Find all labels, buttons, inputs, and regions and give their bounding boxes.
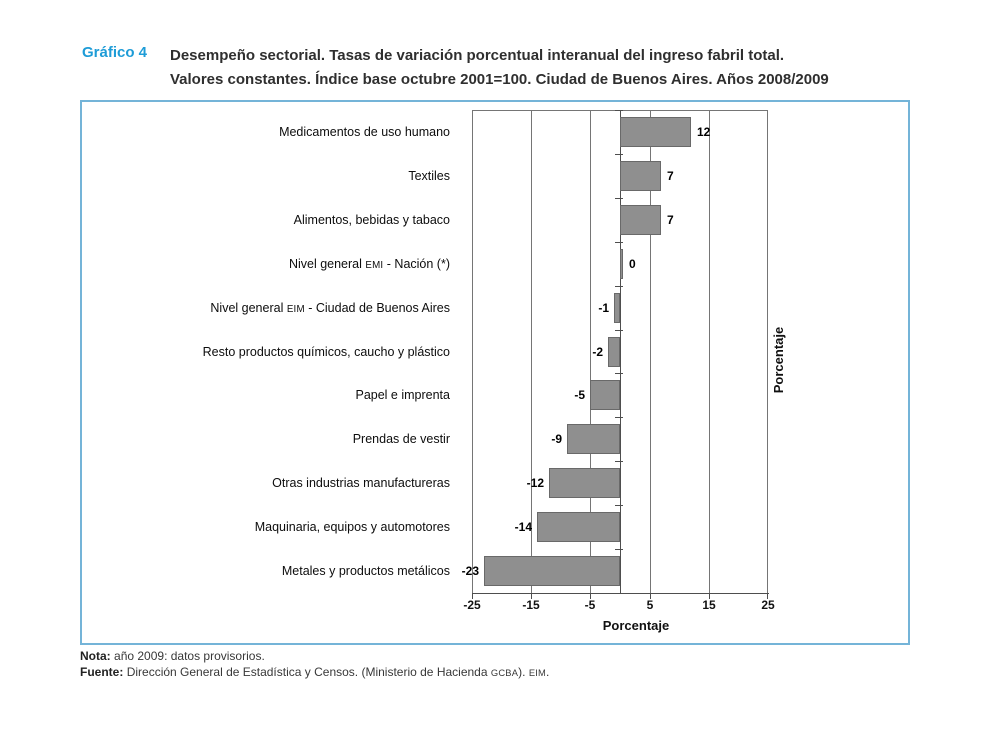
category-label: Maquinaria, equipos y automotores (254, 520, 450, 534)
category-label: Otras industrias manufactureras (272, 476, 450, 490)
bar-value-label: -14 (514, 520, 532, 534)
category-axis-tick (615, 286, 623, 287)
graph-title-line2: Valores constantes. Índice base octubre 2001=100. Ciudad de Buenos Aires. Años 2008/2009 (170, 71, 829, 88)
x-tick-label: -15 (522, 598, 540, 612)
plot-area (461, 110, 768, 593)
note-row (80, 648, 549, 664)
category-label: Nivel general EMI - Nación (*) (288, 257, 450, 271)
bar (484, 556, 620, 586)
x-axis-title: Porcentaje (602, 618, 670, 633)
bar-value-label: 12 (697, 125, 711, 139)
gridline (767, 110, 768, 593)
bar-value-label: -9 (551, 432, 562, 446)
graph-number-label: Gráfico 4 (82, 44, 148, 61)
bar (620, 161, 661, 191)
category-axis-tick (615, 330, 623, 331)
category-axis-tick (615, 242, 623, 243)
category-label: Prendas de vestir (352, 432, 450, 446)
x-tick-label: -5 (584, 598, 596, 612)
source-text: Dirección General de Estadística y Censos. (Ministerio de Hacienda GCBA). EIM. (126, 665, 550, 679)
source-label: Fuente: (80, 665, 124, 679)
bar-value-label: -1 (598, 301, 609, 315)
category-label: Papel e imprenta (355, 388, 450, 402)
category-axis-tick (615, 110, 623, 111)
category-axis-tick (615, 154, 623, 155)
bar-value-label: 0 (629, 257, 636, 271)
category-axis-tick (615, 373, 623, 374)
right-axis-title: Porcentaje (771, 326, 786, 394)
category-axis-tick (615, 198, 623, 199)
bar-value-label: -23 (461, 564, 479, 578)
x-tick-label: 15 (702, 598, 716, 612)
x-tick-label: 5 (646, 598, 654, 612)
note-label: Nota: (80, 649, 111, 663)
note-text: año 2009: datos provisorios. (114, 649, 265, 663)
category-label: Nivel general EIM - Ciudad de Buenos Aires (210, 301, 450, 315)
gridline (472, 110, 473, 593)
category-axis-tick (615, 505, 623, 506)
bar (537, 512, 620, 542)
bar-value-label: 7 (667, 169, 674, 183)
footnotes (80, 648, 549, 681)
category-label: Alimentos, bebidas y tabaco (293, 213, 450, 227)
gridline (709, 110, 710, 593)
category-label: Metales y productos metálicos (281, 564, 450, 578)
x-tick-label: -25 (463, 598, 481, 612)
bar (614, 293, 620, 323)
bar (620, 117, 691, 147)
bar (608, 337, 620, 367)
bar-value-label: -2 (592, 345, 603, 359)
bar (620, 205, 661, 235)
bar (549, 468, 620, 498)
bar (620, 249, 623, 279)
bar (567, 424, 620, 454)
bar-value-label: -12 (526, 476, 544, 490)
category-label: Resto productos químicos, caucho y plástico (202, 345, 450, 359)
category-axis-tick (615, 593, 623, 594)
bar (590, 380, 620, 410)
graph-title (170, 44, 930, 92)
category-axis-tick (615, 461, 623, 462)
x-tick-label: 25 (761, 598, 775, 612)
category-axis-tick (615, 549, 623, 550)
category-label: Textiles (408, 169, 450, 183)
graph-title-line1: Desempeño sectorial. Tasas de variación porcentual interanual del ingreso fabril total. (170, 47, 785, 64)
category-axis-tick (615, 417, 623, 418)
source-row (80, 664, 549, 681)
category-label: Medicamentos de uso humano (279, 125, 450, 139)
bar-value-label: -5 (574, 388, 585, 402)
bar-value-label: 7 (667, 213, 674, 227)
